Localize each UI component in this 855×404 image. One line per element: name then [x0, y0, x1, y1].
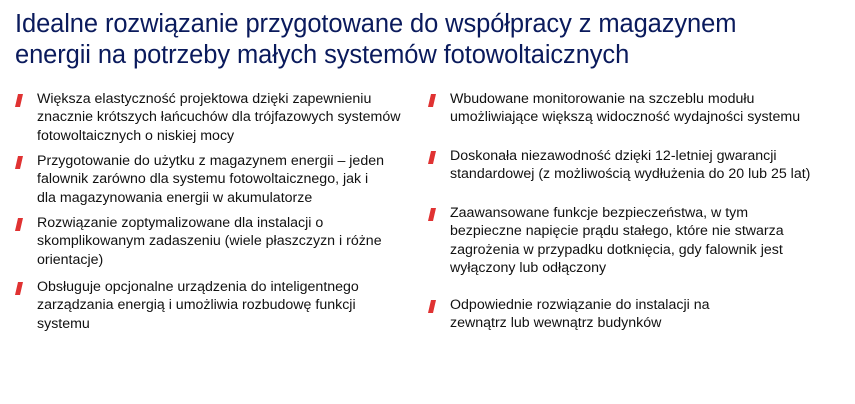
- slash-bullet-icon: [15, 94, 23, 107]
- list-item: [15, 214, 382, 269]
- list-item-line: Zaawansowane funkcje bezpieczeństwa, w tym: [450, 205, 749, 221]
- list-item-line: falownik zarówno dla systemu fotowoltaicznego, jak i: [37, 171, 369, 188]
- slash-bullet-icon: [428, 151, 436, 164]
- list-item-line: Odpowiednie rozwiązanie do instalacji na: [450, 297, 710, 313]
- list-item-line: zarządzania energią i umożliwia rozbudowę funkcji: [37, 297, 356, 314]
- title-line-1: Idealne rozwiązanie przygotowane do współpracy z magazynem: [15, 10, 737, 38]
- list-item-line: standardowej (z możliwością wydłużenia do 20 lub 25 lat): [450, 166, 811, 183]
- list-item-line: Większa elastyczność projektowa dzięki zapewnieniu: [37, 91, 372, 107]
- slash-bullet-icon: [428, 300, 436, 313]
- list-item: [428, 204, 784, 277]
- list-item-line: dla magazynowania energii w akumulatorze: [37, 189, 313, 206]
- list-item-line: znacznie krótszych łańcuchów dla trójfazowych systemów: [37, 109, 401, 126]
- slash-bullet-icon: [428, 94, 436, 107]
- page-title: [15, 9, 835, 71]
- list-item-line: Przygotowanie do użytku z magazynem energii – jeden: [37, 153, 384, 169]
- list-item: [428, 296, 709, 333]
- slash-bullet-icon: [428, 208, 436, 221]
- list-item-line: fotowoltaicznych o niskiej mocy: [37, 127, 235, 144]
- list-item-line: Wbudowane monitorowanie na szczeblu modułu: [450, 91, 755, 107]
- list-item-line: zewnątrz lub wewnątrz budynków: [450, 315, 662, 332]
- slash-bullet-icon: [15, 156, 23, 169]
- list-item: [15, 152, 384, 207]
- list-item-line: orientacje): [37, 251, 104, 268]
- slash-bullet-icon: [15, 282, 23, 295]
- slash-bullet-icon: [15, 218, 23, 231]
- title-line-2: energii na potrzeby małych systemów fotowoltaicznych: [15, 41, 630, 69]
- list-item-line: wyłączony lub odłączony: [450, 259, 607, 276]
- list-item: [15, 278, 359, 333]
- list-item-line: systemu: [37, 315, 90, 332]
- list-item-line: Doskonała niezawodność dzięki 12-letniej gwarancji: [450, 148, 777, 164]
- list-item-line: Rozwiązanie zoptymalizowane dla instalacji o: [37, 215, 324, 231]
- list-item-line: Obsługuje opcjonalne urządzenia do inteligentnego: [37, 279, 359, 295]
- list-item: [15, 90, 401, 145]
- list-item-line: bezpieczne napięcie prądu stałego, które nie stwarza: [450, 223, 784, 240]
- list-item-line: umożliwiające większą widoczność wydajności systemu: [450, 109, 801, 126]
- list-item: [428, 147, 810, 184]
- list-item-line: skomplikowanym zadaszeniu (wiele płaszczyzn i różne: [37, 233, 382, 250]
- list-item: [428, 90, 800, 127]
- list-item-line: zagrożenia w przypadku dotknięcia, gdy falownik jest: [450, 241, 783, 258]
